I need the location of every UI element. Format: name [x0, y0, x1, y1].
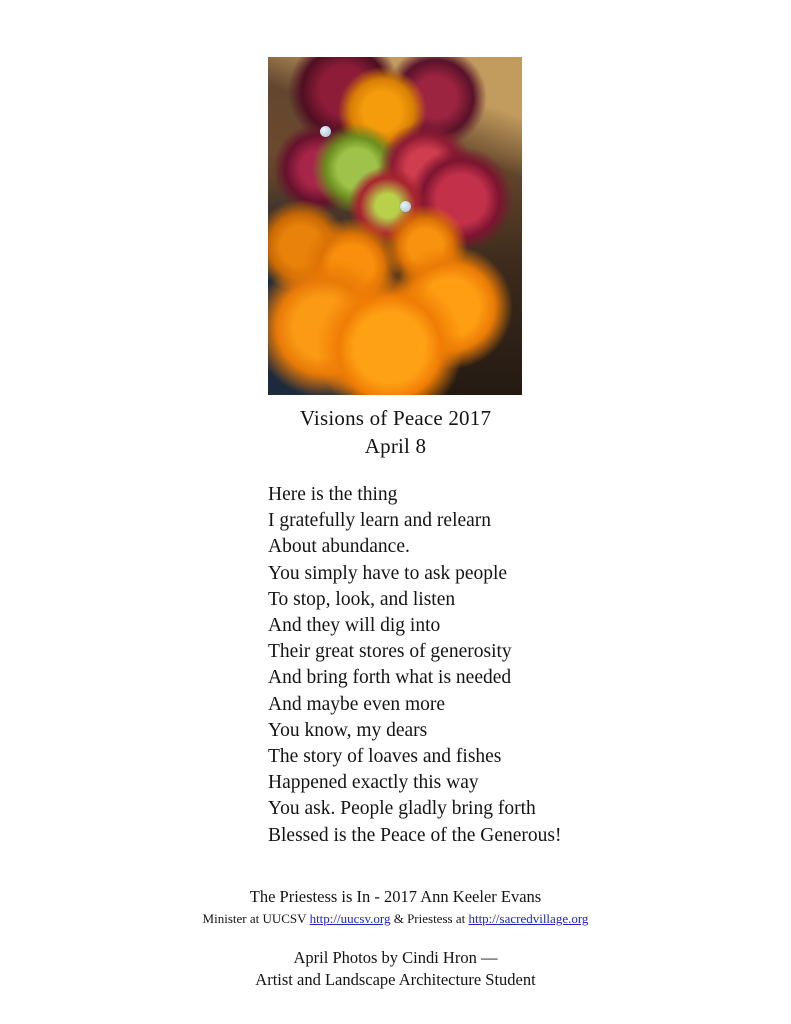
poem-line: I gratefully learn and relearn: [268, 510, 492, 532]
fruit-sticker-icon: [320, 126, 331, 137]
poem-body: [268, 482, 688, 849]
title-line-2: April 8: [364, 434, 427, 458]
poem-line: Happened exactly this way: [268, 772, 479, 794]
poem-line: About abundance.: [268, 536, 410, 558]
fruit-sticker-icon: [400, 201, 411, 212]
poem-line: Their great stores of generosity: [268, 641, 512, 663]
footer-credit: The Priestess is In - 2017 Ann Keeler Evans: [249, 887, 542, 906]
photo-credit: [0, 947, 791, 991]
sacredvillage-link[interactable]: http://sacredvillage.org: [468, 911, 589, 926]
fruit-photo: [268, 57, 522, 395]
poem-line: You simply have to ask people: [268, 562, 508, 584]
document-footer: [0, 886, 791, 991]
poem-line: And maybe even more: [268, 693, 446, 715]
photo-credit-line-2: Artist and Landscape Architecture Student: [255, 970, 536, 989]
poem-line: Here is the thing: [268, 484, 398, 505]
poem-line: The story of loaves and fishes: [268, 746, 502, 768]
poem-line: And they will dig into: [268, 615, 441, 637]
poem-line: And bring forth what is needed: [268, 667, 512, 689]
title-line-1: Visions of Peace 2017: [299, 406, 492, 430]
fruit-photo-image: [268, 57, 522, 395]
poem-line: To stop, look, and listen: [268, 588, 456, 610]
uucsv-link[interactable]: http://uucsv.org: [309, 911, 391, 926]
photo-credit-line-1: April Photos by Cindi Hron —: [293, 948, 498, 967]
affiliation-prefix: Minister at UUCSV: [202, 911, 310, 926]
footer-affiliation: [0, 909, 791, 928]
affiliation-middle: & Priestess at: [390, 911, 469, 926]
poem-line: You know, my dears: [268, 719, 428, 741]
poem-line: You ask. People gladly bring forth: [268, 798, 536, 820]
poem-line: Blessed is the Peace of the Generous!: [268, 824, 562, 846]
page-title: [0, 404, 791, 460]
